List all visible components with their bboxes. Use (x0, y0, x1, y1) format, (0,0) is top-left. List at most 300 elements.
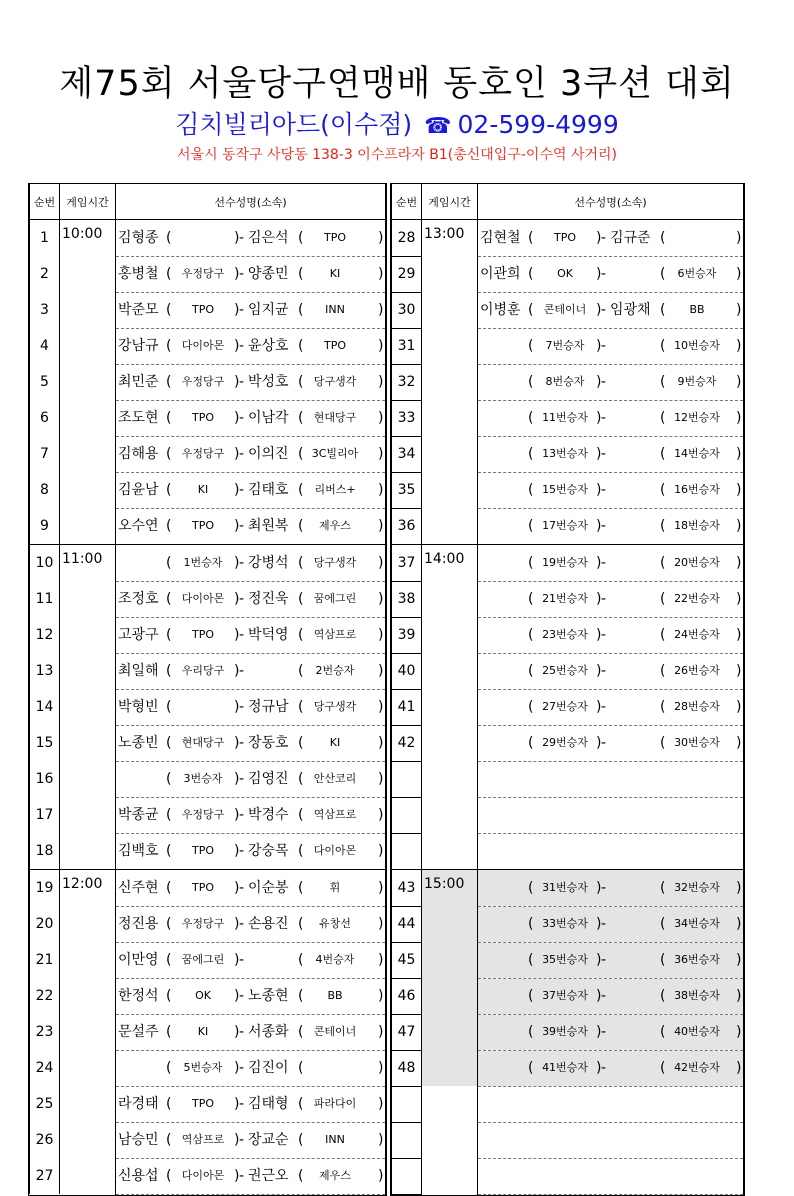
paren-open: ( (660, 482, 666, 498)
table-row (392, 1158, 744, 1194)
player1-name: 조정호 (118, 591, 159, 607)
paren-open: ( (166, 1132, 172, 1148)
match-number: 17 (30, 797, 60, 833)
table-row (30, 942, 386, 978)
table-row (392, 292, 744, 328)
match-number: 38 (392, 581, 422, 617)
player1-name: 김형종 (118, 229, 159, 246)
paren-open: ( (166, 699, 172, 715)
paren-close: ) (378, 771, 384, 787)
player2-club: 제우스 (319, 519, 351, 533)
game-time (60, 797, 116, 833)
paren-open: ( (660, 916, 666, 932)
table-row (30, 1050, 386, 1086)
match-cell (478, 400, 744, 436)
game-time (60, 508, 116, 545)
game-time (422, 978, 478, 1014)
table-row (30, 256, 386, 292)
paren-close: ) (378, 879, 384, 896)
table-row (392, 220, 744, 257)
header-col-time: 게임시간 (422, 184, 478, 220)
game-time: 14:00 (422, 545, 478, 582)
player1-club: 35번승자 (542, 953, 588, 966)
vs-dash: - (601, 952, 607, 968)
match-cell (478, 220, 744, 257)
player2-name: 윤상호 (248, 338, 289, 354)
player1-name: 신주현 (118, 879, 159, 896)
match-cell (478, 617, 744, 653)
player1-club: 다이아몬 (181, 339, 225, 352)
paren-close: ) (234, 807, 240, 823)
player1-name: 오수연 (118, 518, 159, 535)
game-time (422, 942, 478, 978)
game-time (60, 436, 116, 472)
paren-open: ( (528, 1060, 534, 1076)
paren-close: ) (378, 410, 384, 426)
paren-open: ( (166, 1024, 172, 1040)
player1-club: TPO (191, 303, 214, 316)
match-cell (116, 545, 386, 582)
paren-open: ( (298, 229, 304, 246)
player1-name: 박종균 (118, 807, 159, 823)
match-cell (116, 870, 386, 907)
match-cell (478, 725, 744, 761)
game-time (422, 364, 478, 400)
paren-open: ( (660, 699, 666, 715)
game-time (60, 581, 116, 617)
paren-close: ) (234, 843, 240, 860)
paren-open: ( (528, 410, 534, 426)
game-time (422, 1158, 478, 1194)
paren-close: ) (234, 988, 240, 1004)
player2-club: 리버스+ (314, 483, 356, 496)
paren-open: ( (298, 663, 304, 679)
player2-club: TPO (323, 230, 346, 244)
game-time (422, 400, 478, 436)
player1-club: 41번승자 (542, 1061, 588, 1074)
header-col-time: 게임시간 (60, 184, 116, 220)
game-time (422, 906, 478, 942)
match-number: 41 (392, 689, 422, 725)
player2-name: 김태호 (248, 482, 289, 498)
game-time (422, 436, 478, 472)
paren-close: ) (234, 735, 240, 751)
match-cell (116, 364, 386, 400)
game-time: 12:00 (60, 870, 116, 907)
paren-open: ( (298, 952, 304, 968)
match-cell (478, 472, 744, 508)
paren-open: ( (298, 843, 304, 860)
paren-close: ) (736, 266, 742, 282)
match-number: 10 (30, 545, 60, 582)
player1-club: 역삼프로 (181, 1133, 225, 1146)
paren-open: ( (166, 952, 172, 968)
vs-dash: - (239, 518, 245, 535)
paren-open: ( (298, 374, 304, 390)
table-row (30, 545, 386, 582)
paren-close: ) (596, 446, 602, 462)
match-number: 19 (30, 870, 60, 907)
table-row (30, 906, 386, 942)
paren-open: ( (660, 446, 666, 462)
match-number: 34 (392, 436, 422, 472)
table-row (392, 256, 744, 292)
match-cell (478, 653, 744, 689)
player2-name: 김규준 (610, 229, 651, 246)
player2-club: 3C빌리아 (311, 447, 359, 460)
vs-dash: - (601, 988, 607, 1004)
game-time (60, 617, 116, 653)
paren-close: ) (378, 1024, 384, 1040)
table-row (392, 797, 744, 833)
game-time (422, 725, 478, 761)
vs-dash: - (239, 807, 245, 823)
paren-open: ( (528, 627, 534, 643)
paren-close: ) (234, 591, 240, 607)
player1-club: 27번승자 (542, 700, 588, 713)
paren-close: ) (736, 916, 742, 932)
player2-club: 22번승자 (674, 592, 720, 605)
paren-open: ( (298, 699, 304, 715)
match-number (392, 797, 422, 833)
paren-open: ( (298, 879, 304, 896)
table-row (392, 328, 744, 364)
player1-club: 31번승자 (542, 880, 588, 894)
match-number: 12 (30, 617, 60, 653)
match-number: 6 (30, 400, 60, 436)
vs-dash: - (601, 482, 607, 498)
paren-close: ) (736, 302, 742, 318)
paren-close: ) (234, 1096, 240, 1112)
player1-name: 노종빈 (118, 735, 159, 751)
paren-close: ) (234, 446, 240, 462)
match-number: 24 (30, 1050, 60, 1086)
paren-close: ) (596, 663, 602, 679)
player2-name: 이순봉 (248, 879, 289, 896)
game-time (60, 942, 116, 978)
vs-dash: - (601, 554, 607, 571)
vs-dash: - (601, 916, 607, 932)
player1-club: 5번승자 (183, 1061, 223, 1074)
table-row (392, 653, 744, 689)
vs-dash: - (601, 410, 607, 426)
player1-club: TPO (191, 628, 214, 641)
paren-open: ( (166, 843, 172, 860)
paren-close: ) (378, 663, 384, 679)
match-cell (478, 436, 744, 472)
paren-close: ) (378, 1060, 384, 1076)
player2-name: 이남각 (248, 410, 289, 426)
paren-close: ) (378, 1096, 384, 1112)
paren-open: ( (298, 1024, 304, 1040)
paren-open: ( (660, 591, 666, 607)
player2-club: 역삼프로 (313, 628, 357, 641)
player2-name: 손용진 (248, 916, 289, 932)
paren-close: ) (736, 229, 742, 246)
match-cell (478, 328, 744, 364)
paren-open: ( (528, 446, 534, 462)
paren-open: ( (528, 988, 534, 1004)
player2-club: 다이아몬 (313, 844, 357, 858)
player2-name: 김태형 (248, 1096, 289, 1112)
match-cell (478, 545, 744, 582)
game-time (60, 1122, 116, 1158)
match-number: 35 (392, 472, 422, 508)
player2-club: 28번승자 (674, 700, 720, 713)
game-time (60, 1158, 116, 1194)
match-number: 20 (30, 906, 60, 942)
player1-name: 이만영 (118, 952, 159, 968)
player1-club: 25번승자 (542, 664, 588, 677)
paren-open: ( (528, 338, 534, 354)
table-row (30, 617, 386, 653)
player1-name: 박형빈 (118, 699, 159, 715)
player1-club: TPO (553, 230, 576, 244)
player2-name: 양종민 (248, 266, 289, 282)
paren-close: ) (736, 410, 742, 426)
paren-open: ( (166, 518, 172, 535)
game-time (422, 472, 478, 508)
schedule-table-left (28, 183, 387, 1196)
match-cell (478, 906, 744, 942)
game-time (60, 761, 116, 797)
paren-open: ( (298, 916, 304, 932)
match-number: 7 (30, 436, 60, 472)
table-row (392, 364, 744, 400)
paren-open: ( (528, 554, 534, 571)
match-cell (478, 364, 744, 400)
match-number: 32 (392, 364, 422, 400)
player1-name: 남승민 (118, 1132, 159, 1148)
player1-name: 박준모 (118, 302, 159, 318)
paren-open: ( (298, 591, 304, 607)
table-row (30, 400, 386, 436)
paren-open: ( (660, 302, 666, 318)
paren-close: ) (378, 266, 384, 282)
paren-open: ( (298, 410, 304, 426)
player2-club: 10번승자 (674, 339, 720, 352)
player2-club: KI (329, 736, 341, 749)
paren-close: ) (736, 591, 742, 607)
match-number: 2 (30, 256, 60, 292)
player1-club: 꿈에그린 (181, 953, 225, 966)
match-cell (116, 1050, 386, 1086)
player1-name: 이병훈 (480, 302, 521, 318)
table-row (392, 1122, 744, 1158)
match-number: 21 (30, 942, 60, 978)
paren-close: ) (736, 879, 742, 896)
match-number: 45 (392, 942, 422, 978)
paren-close: ) (736, 1060, 742, 1076)
vs-dash: - (239, 482, 245, 498)
match-cell (478, 1158, 744, 1194)
match-cell (116, 1014, 386, 1050)
vs-dash: - (601, 518, 607, 535)
table-row (392, 1014, 744, 1050)
match-number: 43 (392, 870, 422, 907)
paren-open: ( (166, 302, 172, 318)
vs-dash: - (601, 338, 607, 354)
table-row (392, 545, 744, 582)
paren-open: ( (166, 266, 172, 282)
paren-close: ) (234, 1132, 240, 1148)
game-time (422, 1086, 478, 1122)
vs-dash: - (601, 663, 607, 679)
match-cell (478, 1122, 744, 1158)
match-cell (116, 1086, 386, 1122)
game-time (60, 1050, 116, 1086)
player1-club: KI (197, 1025, 209, 1038)
paren-close: ) (378, 302, 384, 318)
paren-close: ) (234, 229, 240, 246)
paren-open: ( (660, 554, 666, 571)
player2-club: KI (329, 267, 341, 280)
match-cell (116, 761, 386, 797)
vs-dash: - (239, 1168, 245, 1184)
game-time (60, 256, 116, 292)
player1-name: 김윤남 (118, 482, 159, 498)
player2-name: 권근오 (248, 1168, 289, 1184)
paren-open: ( (528, 591, 534, 607)
paren-close: ) (234, 699, 240, 715)
match-number: 15 (30, 725, 60, 761)
vs-dash: - (239, 1132, 245, 1148)
player1-club: 우리당구 (181, 664, 225, 677)
paren-open: ( (528, 1024, 534, 1040)
game-time (60, 1086, 116, 1122)
paren-open: ( (660, 879, 666, 896)
player1-club: 다이아몬 (181, 592, 225, 605)
venue-address: 서울시 동작구 사당동 138-3 이수프라자 B1(총신대입구-이수역 사거리) (177, 147, 617, 163)
paren-open: ( (528, 482, 534, 498)
match-cell (478, 1014, 744, 1050)
game-time (60, 472, 116, 508)
paren-open: ( (166, 229, 172, 246)
paren-close: ) (234, 266, 240, 282)
vs-dash: - (239, 663, 245, 679)
player2-club: 9번승자 (677, 375, 717, 388)
match-number (392, 833, 422, 870)
paren-open: ( (298, 518, 304, 535)
player1-club: 우정당구 (181, 375, 225, 388)
player1-club: 우정당구 (181, 808, 225, 821)
player1-name: 김현철 (480, 229, 521, 246)
player2-name: 박성호 (248, 374, 289, 390)
paren-open: ( (660, 1060, 666, 1076)
player2-club: 꿈에그린 (313, 592, 357, 605)
match-number: 14 (30, 689, 60, 725)
game-time (60, 689, 116, 725)
vs-dash: - (239, 699, 245, 715)
game-time (422, 1050, 478, 1086)
player2-name: 노종현 (248, 988, 289, 1004)
vs-dash: - (239, 952, 245, 968)
player1-name: 최일해 (118, 663, 159, 679)
player1-name: 강남규 (118, 338, 159, 354)
paren-close: ) (378, 482, 384, 498)
vs-dash: - (239, 302, 245, 318)
paren-close: ) (596, 916, 602, 932)
paren-close: ) (736, 735, 742, 751)
table-row (392, 978, 744, 1014)
player2-club: 26번승자 (674, 664, 720, 677)
vs-dash: - (601, 699, 607, 715)
player2-club: 40번승자 (674, 1025, 720, 1038)
paren-open: ( (298, 1132, 304, 1148)
match-cell (116, 833, 386, 870)
paren-open: ( (166, 627, 172, 643)
match-cell (116, 1158, 386, 1194)
paren-open: ( (528, 699, 534, 715)
player2-name: 서종화 (248, 1024, 289, 1040)
paren-close: ) (736, 338, 742, 354)
player2-name: 강숭목 (248, 843, 289, 860)
match-number: 3 (30, 292, 60, 328)
match-cell (478, 1086, 744, 1122)
paren-close: ) (736, 952, 742, 968)
paren-close: ) (234, 410, 240, 426)
paren-close: ) (596, 879, 602, 896)
paren-close: ) (378, 554, 384, 571)
player2-club: 34번승자 (674, 917, 720, 930)
paren-close: ) (378, 591, 384, 607)
player2-club: 4번승자 (315, 953, 355, 966)
match-cell (116, 797, 386, 833)
player2-club: 32번승자 (674, 880, 720, 894)
player2-name: 장교순 (248, 1132, 289, 1148)
paren-open: ( (528, 229, 534, 246)
match-cell (478, 581, 744, 617)
match-cell (478, 978, 744, 1014)
paren-close: ) (596, 699, 602, 715)
player2-club: 42번승자 (674, 1061, 720, 1074)
player2-club: 파라다이 (313, 1097, 357, 1110)
player1-club: TPO (191, 519, 214, 533)
table-row (30, 653, 386, 689)
player1-club: 1번승자 (183, 555, 223, 569)
match-number (392, 1158, 422, 1194)
paren-open: ( (298, 627, 304, 643)
paren-close: ) (234, 1060, 240, 1076)
match-cell (116, 581, 386, 617)
game-time (422, 1122, 478, 1158)
player2-name: 김은석 (248, 229, 289, 246)
match-number (392, 1122, 422, 1158)
match-cell (478, 761, 744, 797)
paren-close: ) (736, 446, 742, 462)
player1-club: 우정당구 (181, 267, 225, 280)
player1-name: 문설주 (118, 1024, 159, 1040)
game-time (60, 1014, 116, 1050)
paren-close: ) (596, 374, 602, 390)
vs-dash: - (601, 591, 607, 607)
vs-dash: - (239, 735, 245, 751)
paren-open: ( (660, 627, 666, 643)
paren-close: ) (234, 338, 240, 354)
paren-close: ) (736, 988, 742, 1004)
player1-club: 15번승자 (542, 483, 588, 496)
player2-club: 안산코리 (313, 772, 357, 785)
paren-open: ( (166, 374, 172, 390)
paren-close: ) (596, 627, 602, 643)
match-cell (116, 617, 386, 653)
table-row (30, 689, 386, 725)
player1-club: TPO (191, 1097, 214, 1110)
game-time (422, 689, 478, 725)
paren-close: ) (378, 1132, 384, 1148)
match-cell (116, 256, 386, 292)
table-row (392, 508, 744, 545)
